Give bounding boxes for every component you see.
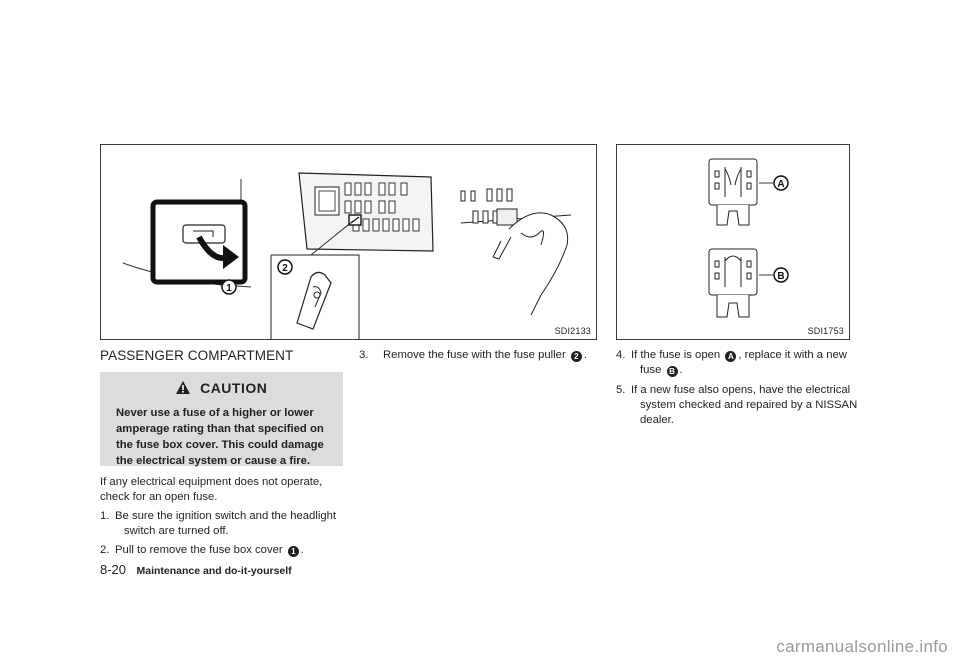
open-fuse-drawing [709,159,757,225]
caution-line-1: Never use a fuse of a higher or lower [116,407,314,419]
ref-2-icon: 2 [571,351,582,362]
step-5-line-3: dealer. [640,414,674,426]
svg-text:1: 1 [226,283,232,294]
page-footer [100,561,292,579]
callout-1-icon [222,280,236,294]
section-title: PASSENGER COMPARTMENT [100,348,294,363]
caution-header [100,380,343,398]
ref-a-icon: A [725,351,736,362]
new-fuse-drawing [709,249,757,317]
figure-code-right: SDI1753 [807,326,844,336]
step-1-line-1: Be sure the ignition switch and the headlight [115,510,337,522]
fuse-removal-illustration [101,145,596,339]
caution-line-4: the electrical system or cause a fire. [116,455,311,467]
warning-triangle-icon [176,381,190,394]
hand-with-fuse-drawing [461,189,571,315]
step-3-end: . [583,349,588,361]
fuse-comparison-figure [616,144,850,340]
svg-text:2: 2 [282,263,288,274]
fuse-box-cover-figure [100,144,597,340]
step-5-number: 5. [616,384,626,396]
step-3-text: Remove the fuse with the fuse puller [383,349,566,361]
callout-a-icon [774,176,788,190]
step-4 [616,348,856,378]
step-2-end: . [300,544,304,556]
caution-box [100,372,343,466]
step-3 [359,348,609,364]
chapter-title: Maintenance and do-it-yourself [136,565,292,577]
fuse-puller-drawing [297,272,331,329]
ref-b-icon: B [667,366,678,377]
svg-text:A: A [777,179,785,190]
step-3-number: 3. [359,349,369,361]
callout-b-icon [774,268,788,282]
step-4-line-2: fuse [640,364,662,376]
page-number: 8-20 [100,562,127,577]
step-2-number: 2. [100,544,110,556]
step-2-text: Pull to remove the fuse box cover [115,544,283,556]
step-4-mid: , replace it with a new [738,349,847,361]
step-4-end: . [679,364,683,376]
step-2 [100,543,350,559]
figure-code-left: SDI2133 [554,326,591,336]
step-4-number: 4. [616,349,626,361]
step-5 [616,383,856,429]
svg-text:B: B [777,271,785,282]
intro-line-2: check for an open fuse. [100,491,218,503]
fuse-box-drawing [299,173,433,251]
fuse-comparison-illustration [617,145,849,339]
intro-line-1: If any electrical equipment does not operate, [100,476,323,488]
step-1-line-2: switch are turned off. [124,525,229,537]
caution-line-2: amperage rating than that specified on [116,423,324,435]
caution-heading: CAUTION [200,380,268,396]
step-1 [100,509,350,539]
ref-1-icon: 1 [288,546,299,557]
caution-line-3: the fuse box cover. This could damage [116,439,324,451]
step-5-line-1: If a new fuse also opens, have the electrical [631,384,851,396]
watermark-link[interactable]: carmanualsonline.info [776,637,948,656]
step-4-text: If the fuse is open [631,349,721,361]
callout-2-icon [278,260,292,274]
step-1-number: 1. [100,510,110,522]
step-5-line-2: system checked and repaired by a NISSAN [640,399,858,411]
